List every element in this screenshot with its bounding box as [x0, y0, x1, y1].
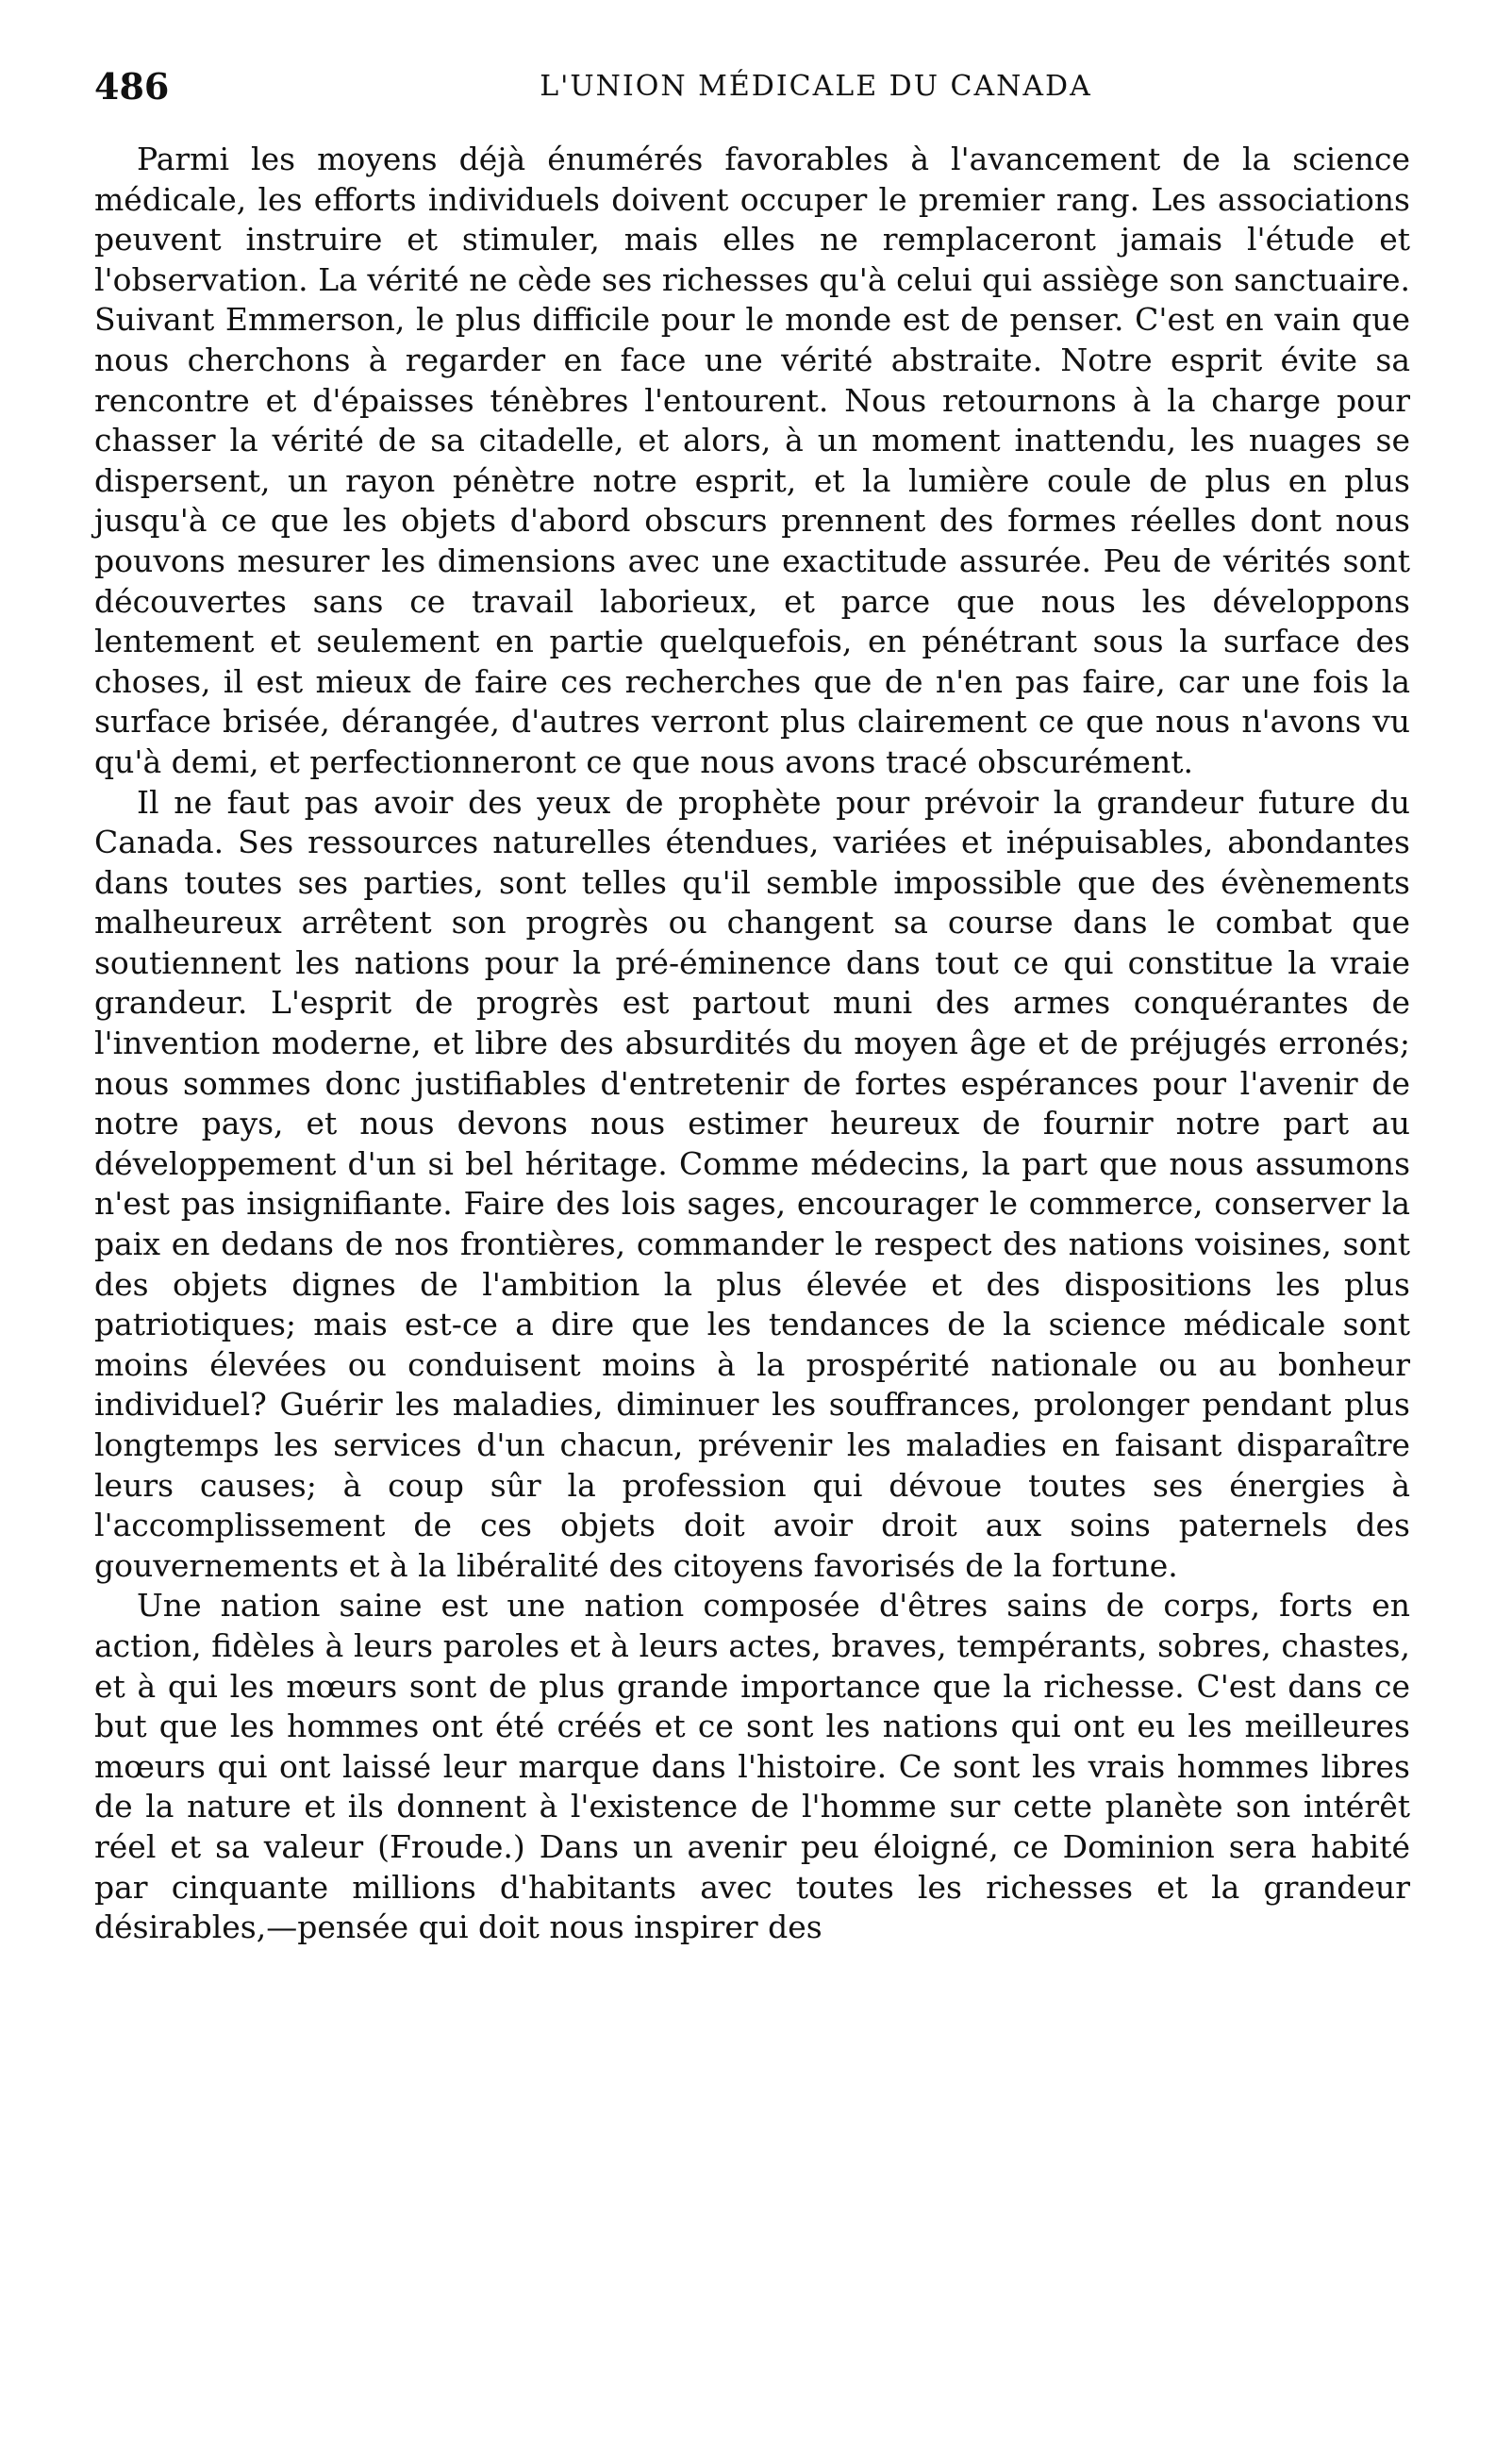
running-head: [94, 58, 1405, 115]
page-number: 486: [94, 65, 170, 108]
paragraph-3: Une nation saine est une nation composée d'êtres sains de corps, forts en action, fidèles à leurs paroles et à leurs actes, braves, tempérants, sobres, chastes, et à qui les mœurs sont de plus grande importance que la richesse. C'est dans ce but que les hommes ont été créés et ce sont les nations qui ont eu les meilleures mœurs qui ont laissé leur marque dans l'histoire. Ce sont les vrais hommes libres de la nature et ils donnent à l'existence de l'homme sur cette planète son intérêt réel et sa valeur (Froude.) Dans un avenir peu éloigné, ce Dominion sera habité par cinquante millions d'habitants avec toutes les richesses et la grandeur désirables,—pensée qui doit nous inspirer des: [94, 1587, 1410, 1946]
paragraph-1: Parmi les moyens déjà énumérés favorables à l'avancement de la science médicale, les efforts individuels doivent occuper le premier rang. Les associations peuvent instruire et stimuler, mais elles ne remplaceront jamais l'étude et l'observation. La vérité ne cède ses richesses qu'à celui qui assiège son sanctuaire. Suivant Emmerson, le plus difficile pour le monde est de penser. C'est en vain que nous cherchons à regarder en face une vérité abstraite. Notre esprit évite sa rencontre et d'épaisses ténèbres l'entourent. Nous retournons à la charge pour chasser la vérité de sa citadelle, et alors, à un moment inattendu, les nuages se dispersent, un rayon pénètre notre esprit, et la lumière coule de plus en plus jusqu'à ce que les objets d'abord obscurs prennent des formes réelles dont nous pouvons mesurer les dimensions avec une exactitude assurée. Peu de vérités sont découvertes sans ce travail laborieux, et parce que nous les développons lentement et seulement en partie quelquefois, en pénétrant sous la surface des choses, il est mieux de faire ces recherches que de n'en pas faire, car une fois la surface brisée, dérangée, d'autres verront plus clairement ce que nous n'avons vu qu'à demi, et perfectionneront ce que nous avons tracé obscurément.: [94, 141, 1410, 780]
paragraph-2: Il ne faut pas avoir des yeux de prophète pour prévoir la grandeur future du Canada. Ses ressources naturelles étendues, variées et inépuisables, abondantes dans toutes ses parties, sont telles qu'il semble impossible que des évènements malheureux arrêtent son progrès ou changent sa course dans le combat que soutiennent les nations pour la pré-éminence dans tout ce qui constitue la vraie grandeur. L'esprit de progrès est partout muni des armes conquérantes de l'invention moderne, et libre des absurdités du moyen âge et de préjugés erronés; nous sommes donc justifiables d'entretenir de fortes espérances pour l'avenir de notre pays, et nous devons nous estimer heureux de fournir notre part au développement d'un si bel héritage. Comme médecins, la part que nous assumons n'est pas insignifiante. Faire des lois sages, encourager le commerce, conserver la paix en dedans de nos frontières, commander le respect des nations voisines, sont des objets dignes de l'ambition la plus élevée et des dispositions les plus patriotiques; mais est-ce a dire que les tendances de la science médicale sont moins élevées ou conduisent moins à la prospérité nationale ou au bonheur individuel? Guérir les maladies, diminuer les souffrances, prolonger pendant plus longtemps les services d'un chacun, prévenir les maladies en faisant disparaître leurs causes; à coup sûr la profession qui dévoue toutes ses énergies à l'accomplissement de ces objets doit avoir droit aux soins paternels des gouvernements et à la libéralité des citoyens favorisés de la fortune.: [94, 783, 1410, 1584]
body-text: [94, 140, 1410, 1948]
journal-title: L'UNION MÉDICALE DU CANADA: [540, 70, 1092, 103]
